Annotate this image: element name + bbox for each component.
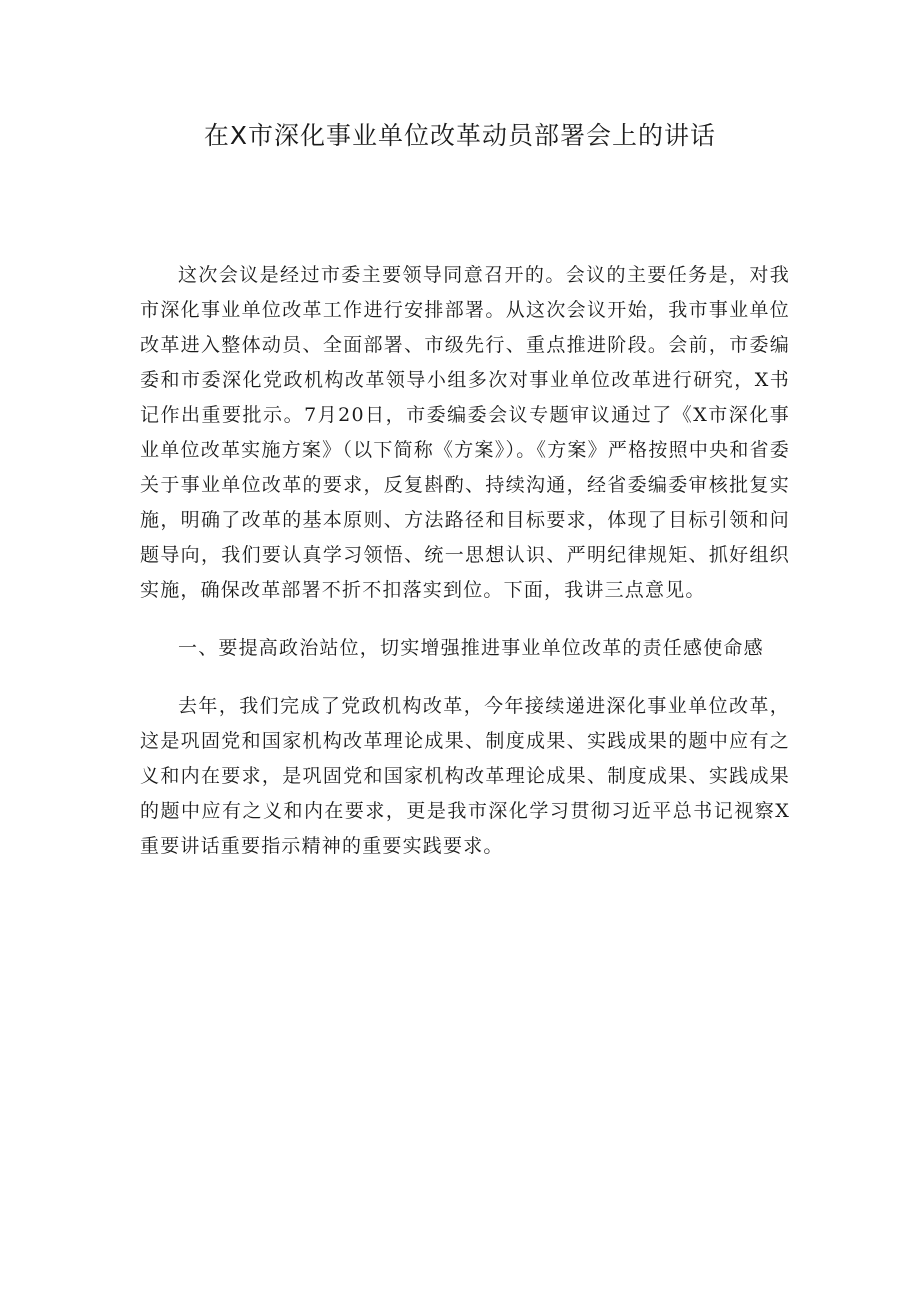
document-title: 在X市深化事业单位改革动员部署会上的讲话 xyxy=(203,121,717,150)
document-body xyxy=(140,258,790,864)
section-one-heading: 一、要提高政治站位，切实增强推进事业单位改革的责任感使命感 xyxy=(178,637,764,659)
intro-paragraph: 这次会议是经过市委主要领导同意召开的。会议的主要任务是，对我市深化事业单位改革工作进行安排部署。从这次会议开始，我市事业单位改革进入整体动员、全面部署、市级先行、重点推进阶段。会前，市委编委和市委深化党政机构改革领导小组多次对事业单位改革进行研究，X书记作出重要批示。7月20日，市委编委会议专题审议通过了《X市深化事业单位改革实施方案》（以下简称《方案》）。《方案》严格按照中央和省委关于事业单位改革的要求，反复斟酌、持续沟通，经省委编委审核批复实施，明确了改革的基本原则、方法路径和目标要求，体现了目标引领和问题导向，我们要认真学习领悟、统一思想认识、严明纪律规矩、抓好组织实施，确保改革部署不折不扣落实到位。下面，我讲三点意见。 xyxy=(140,264,790,601)
section-one-paragraph: 去年，我们完成了党政机构改革，今年接续递进深化事业单位改革，这是巩固党和国家机构改革理论成果、制度成果、实践成果的题中应有之义和内在要求，是巩固党和国家机构改革理论成果、制度成果、实践成果的题中应有之义和内在要求，更是我市深化学习贯彻习近平总书记视察X重要讲话重要指示精神的重要实践要求。 xyxy=(140,695,790,857)
